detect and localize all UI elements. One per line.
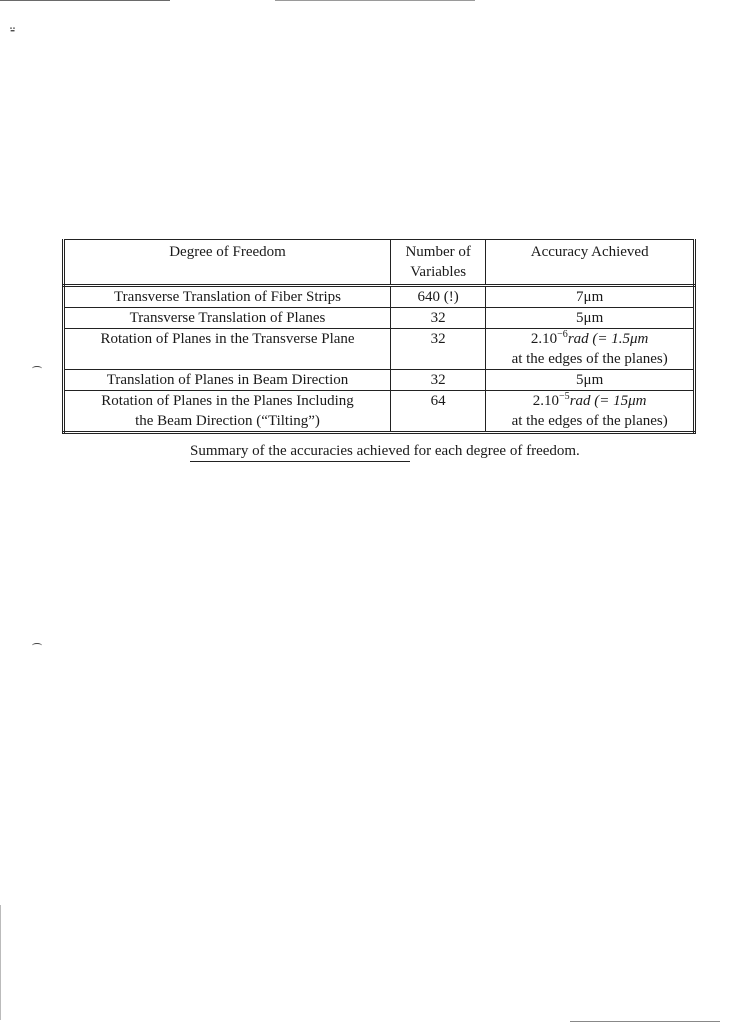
- table-row: [64, 286, 695, 308]
- caption-underlined: Summary of the accuracies achieved: [190, 443, 410, 462]
- accuracy-table: [62, 239, 696, 434]
- cell-degree-of-freedom: [64, 370, 391, 391]
- cell-text: 32: [430, 331, 446, 347]
- header-number-of-variables: [391, 240, 486, 286]
- cell-text: Transverse Translation of Fiber Strips: [114, 289, 341, 305]
- table-caption: [190, 443, 580, 460]
- table-row: [64, 308, 695, 329]
- scan-edge-line: [0, 905, 1, 1020]
- cell-accuracy: [486, 329, 695, 370]
- header-text: Number of: [405, 244, 471, 260]
- cell-number-of-variables: [391, 370, 486, 391]
- cell-text: Transverse Translation of Planes: [129, 310, 326, 326]
- cell-accuracy: [486, 391, 695, 433]
- header-text: Variables: [410, 264, 467, 280]
- formula-tail: rad (= 1.5μm: [567, 331, 649, 347]
- cell-degree-of-freedom: [64, 391, 391, 433]
- header-text: Degree of Freedom: [169, 244, 286, 260]
- cell-number-of-variables: [391, 391, 486, 433]
- page-mark: ⸚: [10, 22, 16, 39]
- cell-degree-of-freedom: [64, 286, 391, 308]
- table-row: [64, 370, 695, 391]
- scan-edge-line: [275, 0, 475, 1]
- cell-text: at the edges of the planes): [511, 351, 668, 367]
- cell-text: Rotation of Planes in the Transverse Plane: [100, 331, 355, 347]
- table-row: [64, 329, 695, 370]
- cell-text: Translation of Planes in Beam Direction: [106, 372, 349, 388]
- cell-accuracy: [486, 370, 695, 391]
- cell-text: at the edges of the planes): [511, 413, 668, 429]
- cell-text: 5μm: [576, 310, 604, 326]
- table-row: [64, 391, 695, 433]
- cell-degree-of-freedom: [64, 329, 391, 370]
- cell-text: Rotation of Planes in the Planes Including: [101, 393, 354, 409]
- cell-text: 5μm: [576, 372, 604, 388]
- cell-text: 64: [430, 393, 446, 409]
- formula-exponent: −5: [559, 391, 570, 402]
- cell-accuracy: [486, 308, 695, 329]
- header-accuracy-achieved: [486, 240, 695, 286]
- scan-edge-line: [0, 0, 170, 1]
- scan-edge-line: [570, 1021, 720, 1022]
- margin-mark: [32, 643, 42, 648]
- header-text: Accuracy Achieved: [530, 244, 649, 260]
- cell-number-of-variables: [391, 308, 486, 329]
- table-header-row: [64, 240, 695, 286]
- caption-rest: for each degree of freedom.: [409, 443, 580, 459]
- cell-text: 32: [430, 310, 446, 326]
- formula-exponent: −6: [557, 329, 568, 340]
- cell-number-of-variables: [391, 329, 486, 370]
- cell-text: 640 (!): [417, 289, 459, 305]
- header-degree-of-freedom: [64, 240, 391, 286]
- cell-text: the Beam Direction (“Tilting”): [135, 413, 320, 429]
- cell-text: 32: [430, 372, 446, 388]
- cell-text: 7μm: [576, 289, 604, 305]
- cell-accuracy: [486, 286, 695, 308]
- accuracy-table-container: [62, 239, 696, 434]
- formula-base: 2.10: [530, 331, 558, 347]
- formula-tail: rad (= 15μm: [569, 393, 647, 409]
- margin-mark: [32, 366, 42, 371]
- cell-degree-of-freedom: [64, 308, 391, 329]
- cell-number-of-variables: [391, 286, 486, 308]
- accuracy-formula: [489, 329, 690, 349]
- accuracy-formula: [489, 391, 690, 411]
- formula-base: 2.10: [532, 393, 560, 409]
